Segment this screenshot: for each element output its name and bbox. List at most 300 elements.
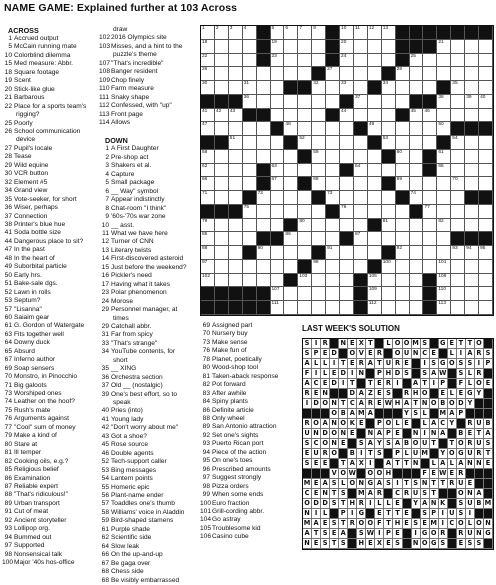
grid-cell[interactable] <box>298 191 312 205</box>
grid-cell[interactable] <box>465 150 479 164</box>
grid-cell[interactable] <box>215 246 229 260</box>
grid-cell[interactable] <box>340 205 354 219</box>
grid-cell[interactable] <box>312 54 326 68</box>
grid-cell[interactable] <box>382 287 396 301</box>
grid-cell[interactable] <box>410 301 424 315</box>
grid-cell[interactable] <box>354 67 368 81</box>
grid-cell[interactable] <box>451 246 465 260</box>
grid-cell[interactable] <box>451 301 465 315</box>
grid-cell[interactable] <box>437 301 451 315</box>
grid-cell[interactable] <box>410 122 424 136</box>
grid-cell[interactable] <box>396 177 410 191</box>
grid-cell[interactable] <box>298 232 312 246</box>
grid-cell[interactable] <box>451 81 465 95</box>
grid-cell[interactable] <box>326 136 340 150</box>
grid-cell[interactable] <box>326 67 340 81</box>
grid-cell[interactable] <box>271 164 285 178</box>
grid-cell[interactable] <box>396 164 410 178</box>
grid-cell[interactable] <box>284 164 298 178</box>
grid-cell[interactable] <box>229 136 243 150</box>
grid-cell[interactable] <box>312 205 326 219</box>
grid-cell[interactable] <box>215 177 229 191</box>
grid-cell[interactable] <box>326 95 340 109</box>
grid-cell[interactable] <box>423 191 437 205</box>
grid-cell[interactable] <box>215 81 229 95</box>
grid-cell[interactable] <box>451 54 465 68</box>
grid-cell[interactable] <box>326 287 340 301</box>
grid-cell[interactable] <box>354 205 368 219</box>
grid-cell[interactable] <box>271 109 285 123</box>
grid-cell[interactable] <box>229 164 243 178</box>
grid-cell[interactable] <box>396 150 410 164</box>
grid-cell[interactable] <box>284 287 298 301</box>
grid-cell[interactable] <box>326 150 340 164</box>
grid-cell[interactable] <box>312 81 326 95</box>
grid-cell[interactable] <box>201 260 215 274</box>
grid-cell[interactable] <box>396 260 410 274</box>
grid-cell[interactable] <box>382 26 396 40</box>
grid-cell[interactable] <box>479 136 493 150</box>
grid-cell[interactable] <box>298 95 312 109</box>
grid-cell[interactable] <box>451 205 465 219</box>
grid-cell[interactable] <box>326 122 340 136</box>
grid-cell[interactable] <box>396 81 410 95</box>
grid-cell[interactable] <box>215 274 229 288</box>
grid-cell[interactable] <box>257 219 271 233</box>
grid-cell[interactable] <box>284 95 298 109</box>
grid-cell[interactable] <box>243 54 257 68</box>
grid-cell[interactable] <box>423 67 437 81</box>
grid-cell[interactable] <box>257 150 271 164</box>
grid-cell[interactable] <box>326 232 340 246</box>
grid-cell[interactable] <box>201 81 215 95</box>
grid-cell[interactable] <box>257 205 271 219</box>
grid-cell[interactable] <box>382 260 396 274</box>
grid-cell[interactable] <box>326 260 340 274</box>
grid-cell[interactable] <box>396 219 410 233</box>
grid-cell[interactable] <box>229 191 243 205</box>
grid-cell[interactable] <box>229 260 243 274</box>
grid-cell[interactable] <box>215 260 229 274</box>
grid-cell[interactable] <box>340 260 354 274</box>
grid-cell[interactable] <box>284 26 298 40</box>
grid-cell[interactable] <box>257 246 271 260</box>
grid-cell[interactable] <box>201 40 215 54</box>
grid-cell[interactable] <box>465 54 479 68</box>
grid-cell[interactable] <box>437 109 451 123</box>
grid-cell[interactable] <box>354 136 368 150</box>
grid-cell[interactable] <box>229 40 243 54</box>
grid-cell[interactable] <box>229 81 243 95</box>
grid-cell[interactable] <box>410 246 424 260</box>
grid-cell[interactable] <box>396 205 410 219</box>
grid-cell[interactable] <box>298 205 312 219</box>
grid-cell[interactable] <box>257 122 271 136</box>
grid-cell[interactable] <box>479 246 493 260</box>
grid-cell[interactable] <box>340 219 354 233</box>
grid-cell[interactable] <box>215 26 229 40</box>
grid-cell[interactable] <box>298 274 312 288</box>
grid-cell[interactable] <box>229 150 243 164</box>
grid-cell[interactable] <box>410 54 424 68</box>
grid-cell[interactable] <box>312 26 326 40</box>
grid-cell[interactable] <box>410 109 424 123</box>
grid-cell[interactable] <box>423 109 437 123</box>
grid-cell[interactable] <box>271 191 285 205</box>
grid-cell[interactable] <box>479 260 493 274</box>
grid-cell[interactable] <box>479 81 493 95</box>
grid-cell[interactable] <box>368 177 382 191</box>
grid-cell[interactable] <box>201 26 215 40</box>
grid-cell[interactable] <box>243 232 257 246</box>
grid-cell[interactable] <box>451 136 465 150</box>
grid-cell[interactable] <box>243 150 257 164</box>
grid-cell[interactable] <box>354 232 368 246</box>
grid-cell[interactable] <box>298 122 312 136</box>
grid-cell[interactable] <box>229 274 243 288</box>
grid-cell[interactable] <box>382 301 396 315</box>
grid-cell[interactable] <box>271 246 285 260</box>
grid-cell[interactable] <box>437 150 451 164</box>
grid-cell[interactable] <box>437 287 451 301</box>
grid-cell[interactable] <box>271 205 285 219</box>
grid-cell[interactable] <box>243 164 257 178</box>
grid-cell[interactable] <box>479 95 493 109</box>
grid-cell[interactable] <box>215 191 229 205</box>
grid-cell[interactable] <box>340 26 354 40</box>
grid-cell[interactable] <box>437 246 451 260</box>
grid-cell[interactable] <box>257 67 271 81</box>
grid-cell[interactable] <box>271 136 285 150</box>
grid-cell[interactable] <box>271 150 285 164</box>
grid-cell[interactable] <box>382 95 396 109</box>
grid-cell[interactable] <box>382 205 396 219</box>
grid-cell[interactable] <box>479 150 493 164</box>
grid-cell[interactable] <box>312 177 326 191</box>
grid-cell[interactable] <box>437 95 451 109</box>
grid-cell[interactable] <box>354 109 368 123</box>
grid-cell[interactable] <box>437 67 451 81</box>
grid-cell[interactable] <box>312 122 326 136</box>
grid-cell[interactable] <box>312 301 326 315</box>
grid-cell[interactable] <box>326 246 340 260</box>
grid-cell[interactable] <box>340 122 354 136</box>
grid-cell[interactable] <box>354 246 368 260</box>
grid-cell[interactable] <box>465 219 479 233</box>
grid-cell[interactable] <box>229 67 243 81</box>
grid-cell[interactable] <box>423 122 437 136</box>
grid-cell[interactable] <box>382 164 396 178</box>
grid-cell[interactable] <box>479 301 493 315</box>
grid-cell[interactable] <box>243 122 257 136</box>
grid-cell[interactable] <box>437 177 451 191</box>
grid-cell[interactable] <box>298 136 312 150</box>
grid-cell[interactable] <box>312 109 326 123</box>
grid-cell[interactable] <box>243 26 257 40</box>
grid-cell[interactable] <box>271 95 285 109</box>
grid-cell[interactable] <box>396 246 410 260</box>
grid-cell[interactable] <box>396 136 410 150</box>
grid-cell[interactable] <box>423 81 437 95</box>
grid-cell[interactable] <box>382 191 396 205</box>
grid-cell[interactable] <box>243 177 257 191</box>
grid-cell[interactable] <box>243 67 257 81</box>
grid-cell[interactable] <box>465 287 479 301</box>
grid-cell[interactable] <box>410 219 424 233</box>
grid-cell[interactable] <box>465 274 479 288</box>
grid-cell[interactable] <box>201 54 215 68</box>
grid-cell[interactable] <box>215 109 229 123</box>
grid-cell[interactable] <box>229 232 243 246</box>
grid-cell[interactable] <box>326 177 340 191</box>
grid-cell[interactable] <box>396 287 410 301</box>
grid-cell[interactable] <box>451 287 465 301</box>
grid-cell[interactable] <box>479 54 493 68</box>
grid-cell[interactable] <box>284 232 298 246</box>
grid-cell[interactable] <box>354 177 368 191</box>
grid-cell[interactable] <box>410 287 424 301</box>
grid-cell[interactable] <box>396 232 410 246</box>
grid-cell[interactable] <box>201 67 215 81</box>
grid-cell[interactable] <box>354 191 368 205</box>
grid-cell[interactable] <box>396 301 410 315</box>
grid-cell[interactable] <box>465 81 479 95</box>
grid-cell[interactable] <box>201 150 215 164</box>
grid-cell[interactable] <box>284 150 298 164</box>
grid-cell[interactable] <box>201 177 215 191</box>
grid-cell[interactable] <box>340 109 354 123</box>
grid-cell[interactable] <box>451 191 465 205</box>
grid-cell[interactable] <box>271 287 285 301</box>
grid-cell[interactable] <box>382 122 396 136</box>
grid-cell[interactable] <box>284 191 298 205</box>
grid-cell[interactable] <box>451 109 465 123</box>
grid-cell[interactable] <box>410 274 424 288</box>
grid-cell[interactable] <box>298 287 312 301</box>
grid-cell[interactable] <box>465 260 479 274</box>
grid-cell[interactable] <box>465 301 479 315</box>
grid-cell[interactable] <box>284 177 298 191</box>
grid-cell[interactable] <box>201 219 215 233</box>
grid-cell[interactable] <box>243 219 257 233</box>
grid-cell[interactable] <box>284 54 298 68</box>
grid-cell[interactable] <box>215 40 229 54</box>
grid-cell[interactable] <box>410 232 424 246</box>
grid-cell[interactable] <box>437 122 451 136</box>
grid-cell[interactable] <box>423 246 437 260</box>
grid-cell[interactable] <box>410 164 424 178</box>
grid-cell[interactable] <box>340 67 354 81</box>
grid-cell[interactable] <box>284 67 298 81</box>
grid-cell[interactable] <box>243 205 257 219</box>
grid-cell[interactable] <box>271 260 285 274</box>
grid-cell[interactable] <box>410 136 424 150</box>
grid-cell[interactable] <box>229 246 243 260</box>
grid-cell[interactable] <box>312 232 326 246</box>
grid-cell[interactable] <box>312 95 326 109</box>
grid-cell[interactable] <box>243 95 257 109</box>
grid-cell[interactable] <box>479 219 493 233</box>
grid-cell[interactable] <box>215 219 229 233</box>
grid-cell[interactable] <box>410 67 424 81</box>
grid-cell[interactable] <box>368 246 382 260</box>
grid-cell[interactable] <box>243 136 257 150</box>
grid-cell[interactable] <box>284 301 298 315</box>
grid-cell[interactable] <box>410 150 424 164</box>
grid-cell[interactable] <box>368 95 382 109</box>
grid-cell[interactable] <box>326 191 340 205</box>
grid-cell[interactable] <box>201 109 215 123</box>
grid-cell[interactable] <box>312 40 326 54</box>
grid-cell[interactable] <box>354 26 368 40</box>
grid-cell[interactable] <box>201 246 215 260</box>
grid-cell[interactable] <box>298 246 312 260</box>
grid-cell[interactable] <box>340 274 354 288</box>
grid-cell[interactable] <box>410 81 424 95</box>
grid-cell[interactable] <box>368 54 382 68</box>
grid-cell[interactable] <box>451 150 465 164</box>
grid-cell[interactable] <box>215 122 229 136</box>
grid-cell[interactable] <box>396 122 410 136</box>
grid-cell[interactable] <box>340 246 354 260</box>
grid-cell[interactable] <box>215 232 229 246</box>
grid-cell[interactable] <box>340 287 354 301</box>
grid-cell[interactable] <box>465 40 479 54</box>
grid-cell[interactable] <box>437 191 451 205</box>
grid-cell[interactable] <box>368 191 382 205</box>
grid-cell[interactable] <box>368 150 382 164</box>
grid-cell[interactable] <box>340 40 354 54</box>
grid-cell[interactable] <box>479 274 493 288</box>
grid-cell[interactable] <box>423 54 437 68</box>
grid-cell[interactable] <box>326 301 340 315</box>
grid-cell[interactable] <box>243 260 257 274</box>
grid-cell[interactable] <box>271 81 285 95</box>
grid-cell[interactable] <box>451 164 465 178</box>
grid-cell[interactable] <box>257 136 271 150</box>
grid-cell[interactable] <box>437 274 451 288</box>
grid-cell[interactable] <box>326 219 340 233</box>
grid-cell[interactable] <box>354 219 368 233</box>
grid-cell[interactable] <box>257 260 271 274</box>
grid-cell[interactable] <box>284 122 298 136</box>
grid-cell[interactable] <box>437 219 451 233</box>
grid-cell[interactable] <box>382 109 396 123</box>
grid-cell[interactable] <box>312 136 326 150</box>
grid-cell[interactable] <box>437 260 451 274</box>
grid-cell[interactable] <box>215 164 229 178</box>
grid-cell[interactable] <box>465 205 479 219</box>
grid-cell[interactable] <box>423 177 437 191</box>
grid-cell[interactable] <box>243 274 257 288</box>
grid-cell[interactable] <box>437 54 451 68</box>
grid-cell[interactable] <box>451 260 465 274</box>
grid-cell[interactable] <box>354 164 368 178</box>
grid-cell[interactable] <box>229 177 243 191</box>
grid-cell[interactable] <box>368 40 382 54</box>
grid-cell[interactable] <box>423 136 437 150</box>
grid-cell[interactable] <box>284 246 298 260</box>
grid-cell[interactable] <box>201 191 215 205</box>
grid-cell[interactable] <box>396 67 410 81</box>
grid-cell[interactable] <box>368 26 382 40</box>
grid-cell[interactable] <box>437 232 451 246</box>
grid-cell[interactable] <box>312 260 326 274</box>
grid-cell[interactable] <box>451 274 465 288</box>
grid-cell[interactable] <box>368 67 382 81</box>
grid-cell[interactable] <box>298 301 312 315</box>
grid-cell[interactable] <box>423 205 437 219</box>
grid-cell[interactable] <box>271 67 285 81</box>
grid-cell[interactable] <box>271 301 285 315</box>
grid-cell[interactable] <box>479 287 493 301</box>
grid-cell[interactable] <box>271 54 285 68</box>
grid-cell[interactable] <box>423 232 437 246</box>
grid-cell[interactable] <box>479 40 493 54</box>
grid-cell[interactable] <box>326 274 340 288</box>
grid-cell[interactable] <box>479 67 493 81</box>
grid-cell[interactable] <box>465 164 479 178</box>
grid-cell[interactable] <box>340 54 354 68</box>
grid-cell[interactable] <box>410 177 424 191</box>
grid-cell[interactable] <box>340 136 354 150</box>
grid-cell[interactable] <box>229 219 243 233</box>
grid-cell[interactable] <box>382 136 396 150</box>
grid-cell[interactable] <box>312 219 326 233</box>
grid-cell[interactable] <box>229 122 243 136</box>
grid-cell[interactable] <box>284 260 298 274</box>
grid-cell[interactable] <box>479 205 493 219</box>
grid-cell[interactable] <box>271 26 285 40</box>
grid-cell[interactable] <box>340 177 354 191</box>
grid-cell[interactable] <box>229 109 243 123</box>
grid-cell[interactable] <box>340 301 354 315</box>
grid-cell[interactable] <box>215 67 229 81</box>
grid-cell[interactable] <box>243 40 257 54</box>
grid-cell[interactable] <box>298 109 312 123</box>
grid-cell[interactable] <box>382 274 396 288</box>
grid-cell[interactable] <box>312 274 326 288</box>
grid-cell[interactable] <box>479 164 493 178</box>
grid-cell[interactable] <box>284 40 298 54</box>
grid-cell[interactable] <box>201 122 215 136</box>
grid-cell[interactable] <box>382 219 396 233</box>
grid-cell[interactable] <box>354 54 368 68</box>
grid-cell[interactable] <box>451 219 465 233</box>
grid-cell[interactable] <box>271 40 285 54</box>
grid-cell[interactable] <box>354 150 368 164</box>
grid-cell[interactable] <box>215 54 229 68</box>
grid-cell[interactable] <box>215 150 229 164</box>
grid-cell[interactable] <box>201 274 215 288</box>
grid-cell[interactable] <box>257 95 271 109</box>
grid-cell[interactable] <box>368 122 382 136</box>
grid-cell[interactable] <box>298 54 312 68</box>
grid-cell[interactable] <box>382 40 396 54</box>
grid-cell[interactable] <box>368 274 382 288</box>
grid-cell[interactable] <box>437 40 451 54</box>
grid-cell[interactable] <box>382 232 396 246</box>
grid-cell[interactable] <box>326 164 340 178</box>
grid-cell[interactable] <box>312 164 326 178</box>
grid-cell[interactable] <box>354 81 368 95</box>
grid-cell[interactable] <box>451 95 465 109</box>
grid-cell[interactable] <box>465 95 479 109</box>
grid-cell[interactable] <box>284 109 298 123</box>
grid-cell[interactable] <box>368 109 382 123</box>
grid-cell[interactable] <box>257 274 271 288</box>
grid-cell[interactable] <box>354 95 368 109</box>
